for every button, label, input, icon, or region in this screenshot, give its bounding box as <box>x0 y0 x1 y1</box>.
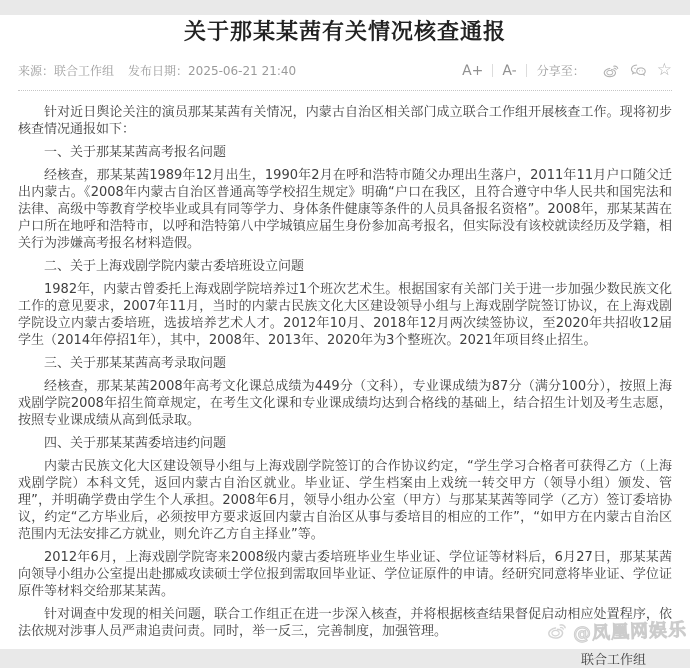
meta-row <box>18 61 672 80</box>
article-content <box>18 104 672 640</box>
section-4-paragraph-1: 内蒙古民族文化大区建设领导小组与上海戏剧学院签订的合作协议约定，“学生学习合格者可获得乙方（上海戏剧学院）本科文凭，返回内蒙古自治区就业。毕业证、学生档案由上戏统一转交甲方（领导小组）颁发、管理”，并明确学费由学生个人承担。2008年6月，领导小组办公室（甲方）与那某某茜等同学（乙方）签订委培协议，约定“乙方毕业后，必须按甲方要求返回内蒙古自治区从事与委培目的相应的工作”，“如甲方在内蒙古自治区范围内无法安排乙方就业，则允许乙方自主择业”等。 <box>18 459 672 542</box>
date-value: 2025-06-21 21:40 <box>188 64 297 78</box>
article-page <box>0 15 690 668</box>
watermark-text: @凤凰网娱乐 <box>572 619 688 645</box>
signature: 联合工作组 <box>580 653 646 668</box>
source-value: 联合工作组 <box>54 64 115 78</box>
article-body <box>0 15 690 668</box>
star-icon[interactable] <box>657 62 672 79</box>
section-1-heading: 一、关于那某某茜高考报名问题 <box>44 145 227 160</box>
source-label: 来源： <box>18 64 55 78</box>
page-title: 关于那某某茜有关情况核查通报 <box>183 20 506 45</box>
section-4-heading: 四、关于那某某茜委培违约问题 <box>44 436 227 451</box>
divider <box>526 64 527 77</box>
separator-line <box>18 90 672 91</box>
date-label: 发布日期： <box>128 64 189 78</box>
section-4-paragraph-2: 2012年6月，上海戏剧学院寄来2008级内蒙古委培班毕业生毕业证、学位证等材料后，6月27日，那某某茜向领导小组办公室提出赴挪威攻读硕士学位报到需取回毕业证、学位证原件的申请。经研究同意将毕业证、学位证原件等材料交给那某某茜。 <box>18 550 672 599</box>
font-increase-button[interactable]: A+ <box>462 62 484 79</box>
star-glyph: ☆ <box>656 60 672 80</box>
section-3-paragraph: 经核查，那某某茜2008年高考文化课总成绩为449分（文科），专业课成绩为87分（满分100分），按照上海戏剧学院2008年招生简章规定，在考生文化课和专业课成绩均达到合格线的基础上，结合招生计划及考生志愿，按照专业课成绩从高到低录取。 <box>18 379 672 428</box>
source-pair <box>18 62 114 79</box>
date-pair <box>128 62 296 79</box>
meta-info <box>18 62 310 79</box>
section-2-paragraph: 1982年，内蒙古曾委托上海戏剧学院培养过1个班次艺术生。根据国家有关部门关于进一步加强少数民族文化工作的意见要求，2007年11月，当时的内蒙古民族文化大区建设领导小组与上海戏剧学院签订协议，在上海戏剧学院设立内蒙古委培班，选拔培养艺术人才。2012年10月、2018年12月两次续签协议，至2020年共招收12届学生（2014年停招1年），其中，2008年、2013年、2020年为3个整班次。2021年项目终止招生。 <box>18 282 672 348</box>
meta-actions <box>453 61 672 80</box>
share-label: 分享至： <box>536 64 585 78</box>
intro-paragraph: 针对近日舆论关注的演员那某某茜有关情况，内蒙古自治区相关部门成立联合工作组开展核查工作。现将初步核查情况通报如下： <box>18 105 672 137</box>
wechat-icon[interactable] <box>629 61 648 80</box>
section-1-paragraph: 经核查，那某某茜1989年12月出生，1990年2月在呼和浩特市随父办理出生落户，2011年11月户口随父迁出内蒙古。《2008年内蒙古自治区普通高等学校招生规定》明确“户口在我区，且符合遵守中华人民共和国宪法和法律、高级中等教育学校毕业或具有同等学力、身体条件健康等条件的人员具备报名资格”。2008年，那某某茜在户口所在地呼和浩特市，以呼和浩特第八中学城镇应届生身份参加高考报名，但实际没有该校就读经历及学籍，相关行为涉嫌高考报名材料造假。 <box>18 168 672 251</box>
section-2-heading: 二、关于上海戏剧学院内蒙古委培班设立问题 <box>44 259 305 274</box>
closing-paragraph: 针对调查中发现的相关问题，联合工作组正在进一步深入核查，并将根据核查结果督促启动相应处置程序，依法依规对涉事人员严肃追责问责。同时，举一反三，完善制度，加强管理。 <box>18 607 672 639</box>
weibo-icon[interactable] <box>602 62 620 80</box>
section-3-heading: 三、关于那某某茜高考录取问题 <box>44 356 227 371</box>
font-decrease-button[interactable]: A- <box>502 62 517 79</box>
